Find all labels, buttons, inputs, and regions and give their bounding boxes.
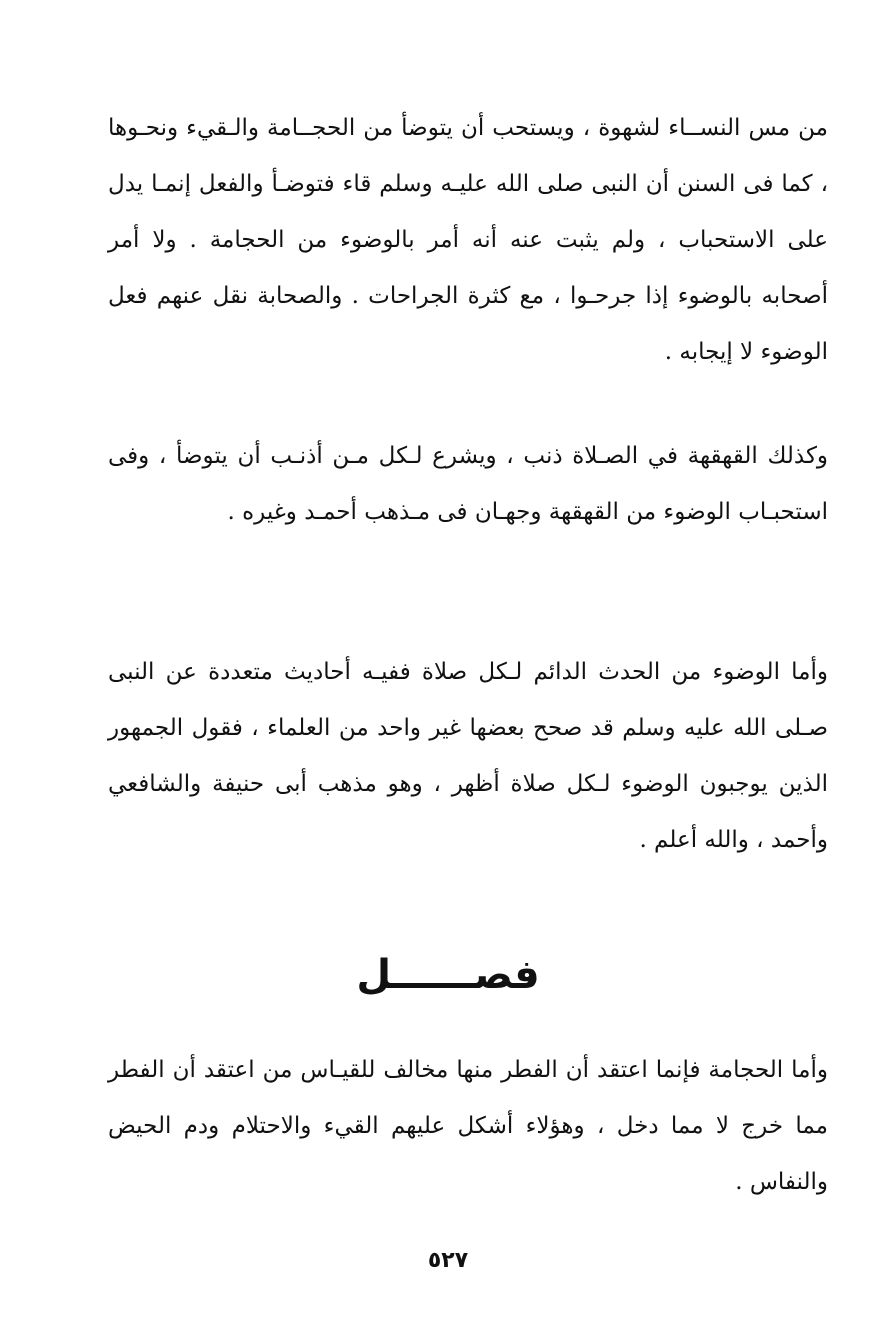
section-heading: فصــــــل xyxy=(356,952,540,998)
paragraph-2: وكذلك القهقهة في الصـلاة ذنب ، ويشرع لـكل مـن أذنـب أن يتوضأ ، وفى استحبـاب الوضوء من القهقهة وجهـان فى مـذهب أحمـد وغيره . xyxy=(108,443,828,525)
paragraph-4: وأما الحجامة فإنما اعتقد أن الفطر منها مخالف للقيـاس من اعتقد أن الفطر مما خرج لا مما دخل ، وهؤلاء أشكل عليهم القيء والاحتلام ودم الحيض والنفاس . xyxy=(108,1057,828,1195)
paragraph-1: من مس النســاء لشهوة ، ويستحب أن يتوضأ من الحجــامة والـقيء ونحـوها ، كما فى السنن أن النبى صلى الله عليـه وسلم قاء فتوضـأ والفعل إنمـا يدل على الاستحباب ، ولم يثبت عنه أنه أمر بالوضوء من الحجامة . ولا أمر أصحابه بالوضوء إذا جرحـوا ، مع كثرة الجراحات . والصحابة نقل عنهم فعل الوضوء لا إيجابه . xyxy=(108,115,828,365)
page-number: ٥٢٧ xyxy=(427,1248,469,1273)
paragraph-3: وأما الوضوء من الحدث الدائم لـكل صلاة ففيـه أحاديث متعددة عن النبى صـلى الله عليه وسلم قد صحح بعضها غير واحد من العلماء ، فقول الجمهور الذين يوجبون الوضوء لـكل صلاة أظهر ، وهو مذهب أبى حنيفة والشافعي وأحمد ، والله أعلم . xyxy=(108,659,828,853)
